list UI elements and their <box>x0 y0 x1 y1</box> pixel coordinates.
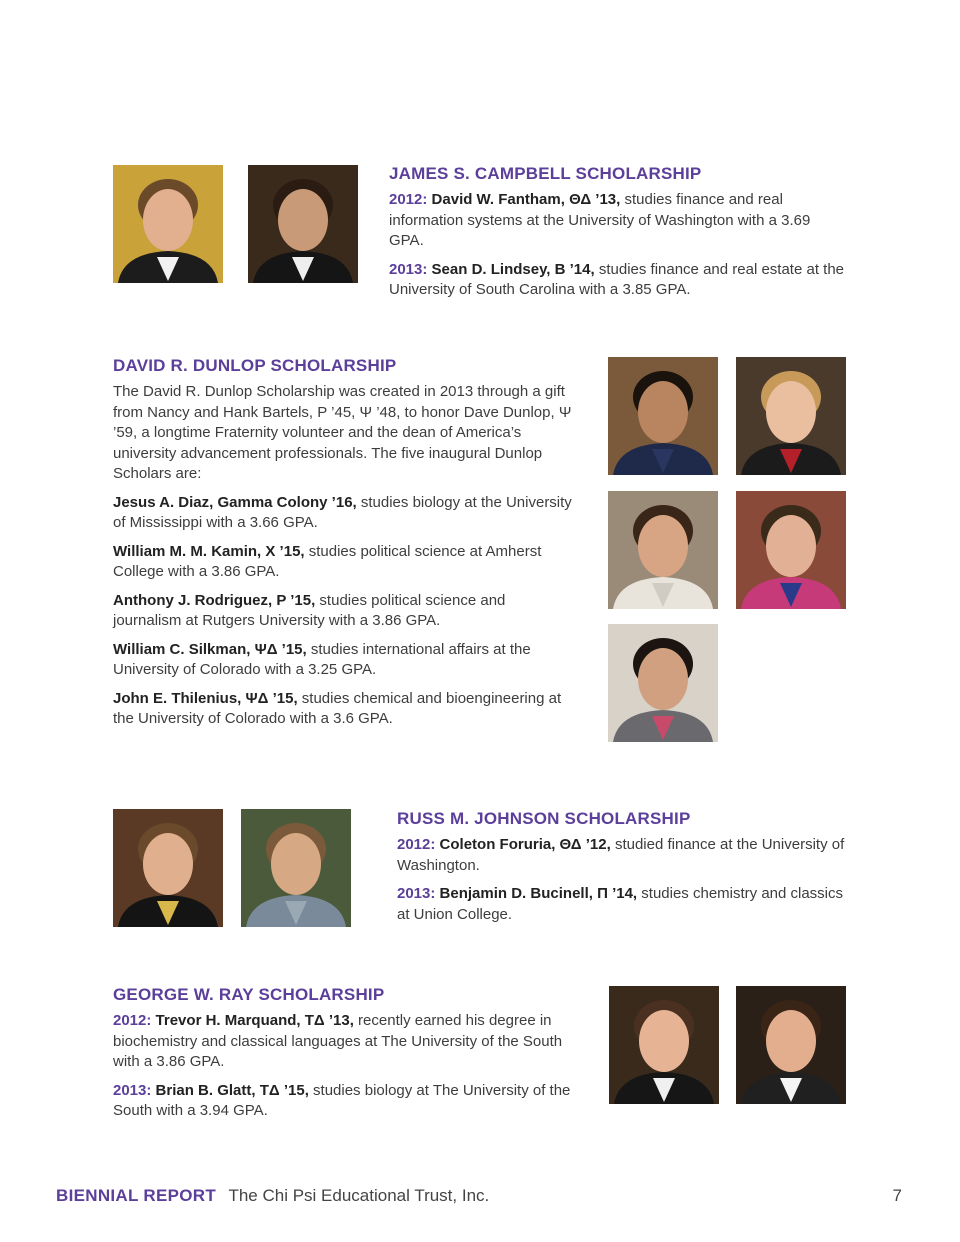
photo-david-fantham <box>113 165 223 283</box>
photo-benjamin-bucinell <box>241 809 351 927</box>
photo-anthony-rodriguez <box>608 491 718 609</box>
footer-brand: BIENNIAL REPORT <box>56 1186 217 1205</box>
page-number: 7 <box>892 1186 902 1205</box>
dunlop-heading: DAVID R. DUNLOP SCHOLARSHIP <box>113 356 397 375</box>
entry-year: 2013: <box>113 1081 152 1099</box>
entry-text: studies biology at the University of Mississippi with a 3.66 GPA. <box>113 493 572 531</box>
dunlop-entry-silkman <box>113 640 575 681</box>
campbell-heading: JAMES S. CAMPBELL SCHOLARSHIP <box>389 164 702 183</box>
ray-entry-2012 <box>113 1011 579 1073</box>
entry-text: studies political science and journalism at Rutgers University with a 3.86 GPA. <box>113 591 506 629</box>
entry-name: David W. Fantham, ΘΔ ’13, <box>431 191 621 208</box>
dunlop-intro: The David R. Dunlop Scholarship was created in 2013 through a gift from Nancy and Hank Bartels, P ’45, Ψ ’48, to honor Dave Dunlop, Ψ ’59, a longtime Fraternity volunteer and the dean of America’s university advancement professionals. The five inaugural Dunlop Scholars are: <box>113 383 572 482</box>
entry-year: 2012: <box>113 1012 152 1029</box>
portrait-graphic <box>608 491 718 609</box>
entry-text: studies chemical and bioengineering at the University of Colorado with a 3.6 GPA. <box>113 689 562 727</box>
portrait-graphic <box>736 357 846 475</box>
entry-text: studies finance and real information systems at the University of Washington with a 3.69 GPA. <box>389 191 811 249</box>
entry-year: 2012: <box>389 191 428 208</box>
entry-name: Brian B. Glatt, TΔ ’15, <box>155 1081 309 1099</box>
entry-name: William M. M. Kamin, X ’15, <box>113 542 305 560</box>
photo-john-thilenius <box>608 624 718 742</box>
johnson-entry-2012 <box>397 835 849 876</box>
dunlop-entry-diaz <box>113 493 575 534</box>
dunlop-entry-kamin <box>113 542 575 583</box>
campbell-entry-2013 <box>389 260 849 301</box>
portrait-graphic <box>113 165 223 283</box>
entry-text: studies political science at Amherst College with a 3.86 GPA. <box>113 542 542 580</box>
photo-william-kamin <box>736 357 846 475</box>
dunlop-entry-rodriguez <box>113 591 575 632</box>
entry-name: Anthony J. Rodriguez, P ’15, <box>113 591 316 609</box>
entry-text: studies chemistry and classics at Union College. <box>397 885 844 923</box>
portrait-graphic <box>736 491 846 609</box>
portrait-graphic <box>248 165 358 283</box>
johnson-entry-2013 <box>397 884 849 925</box>
johnson-section <box>397 809 849 933</box>
photo-sean-lindsey <box>248 165 358 283</box>
entry-name: Benjamin D. Bucinell, Π ’14, <box>439 885 638 902</box>
entry-text: recently earned his degree in biochemistry and classical languages at The University of the South with a 3.86 GPA. <box>113 1012 563 1070</box>
campbell-section <box>389 164 849 309</box>
entry-year: 2013: <box>397 885 436 902</box>
photo-coleton-foruria <box>113 809 223 927</box>
ray-section <box>113 985 579 1130</box>
portrait-graphic <box>608 357 718 475</box>
ray-entry-2013 <box>113 1081 579 1122</box>
footer-org: The Chi Psi Educational Trust, Inc. <box>228 1186 490 1205</box>
entry-text: studies finance and real estate at the University of South Carolina with a 3.85 GPA. <box>389 260 845 298</box>
entry-year: 2013: <box>389 260 428 278</box>
johnson-heading: RUSS M. JOHNSON SCHOLARSHIP <box>397 809 691 828</box>
ray-heading: GEORGE W. RAY SCHOLARSHIP <box>113 985 385 1004</box>
entry-name: Jesus A. Diaz, Gamma Colony ’16, <box>113 493 357 511</box>
campbell-entry-2012 <box>389 190 849 252</box>
photo-william-silkman <box>736 491 846 609</box>
entry-name: William C. Silkman, ΨΔ ’15, <box>113 640 307 658</box>
entry-name: John E. Thilenius, ΨΔ ’15, <box>113 689 298 707</box>
footer <box>56 1186 489 1206</box>
photo-brian-glatt <box>736 986 846 1104</box>
entry-name: Sean D. Lindsey, B ’14, <box>431 260 595 278</box>
entry-text: studied finance at the University of Washington. <box>397 836 845 874</box>
entry-name: Coleton Foruria, ΘΔ ’12, <box>439 836 611 853</box>
portrait-graphic <box>113 809 223 927</box>
entry-text: studies international affairs at the University of Colorado with a 3.25 GPA. <box>113 640 531 678</box>
portrait-graphic <box>609 986 719 1104</box>
entry-year: 2012: <box>397 836 436 853</box>
dunlop-section <box>113 356 575 738</box>
portrait-graphic <box>241 809 351 927</box>
portrait-graphic <box>736 986 846 1104</box>
portrait-graphic <box>608 624 718 742</box>
entry-name: Trevor H. Marquand, TΔ ’13, <box>155 1012 354 1029</box>
photo-trevor-marquand <box>609 986 719 1104</box>
dunlop-entry-thilenius <box>113 689 575 730</box>
entry-text: studies biology at The University of the South with a 3.94 GPA. <box>113 1081 571 1119</box>
photo-jesus-diaz <box>608 357 718 475</box>
